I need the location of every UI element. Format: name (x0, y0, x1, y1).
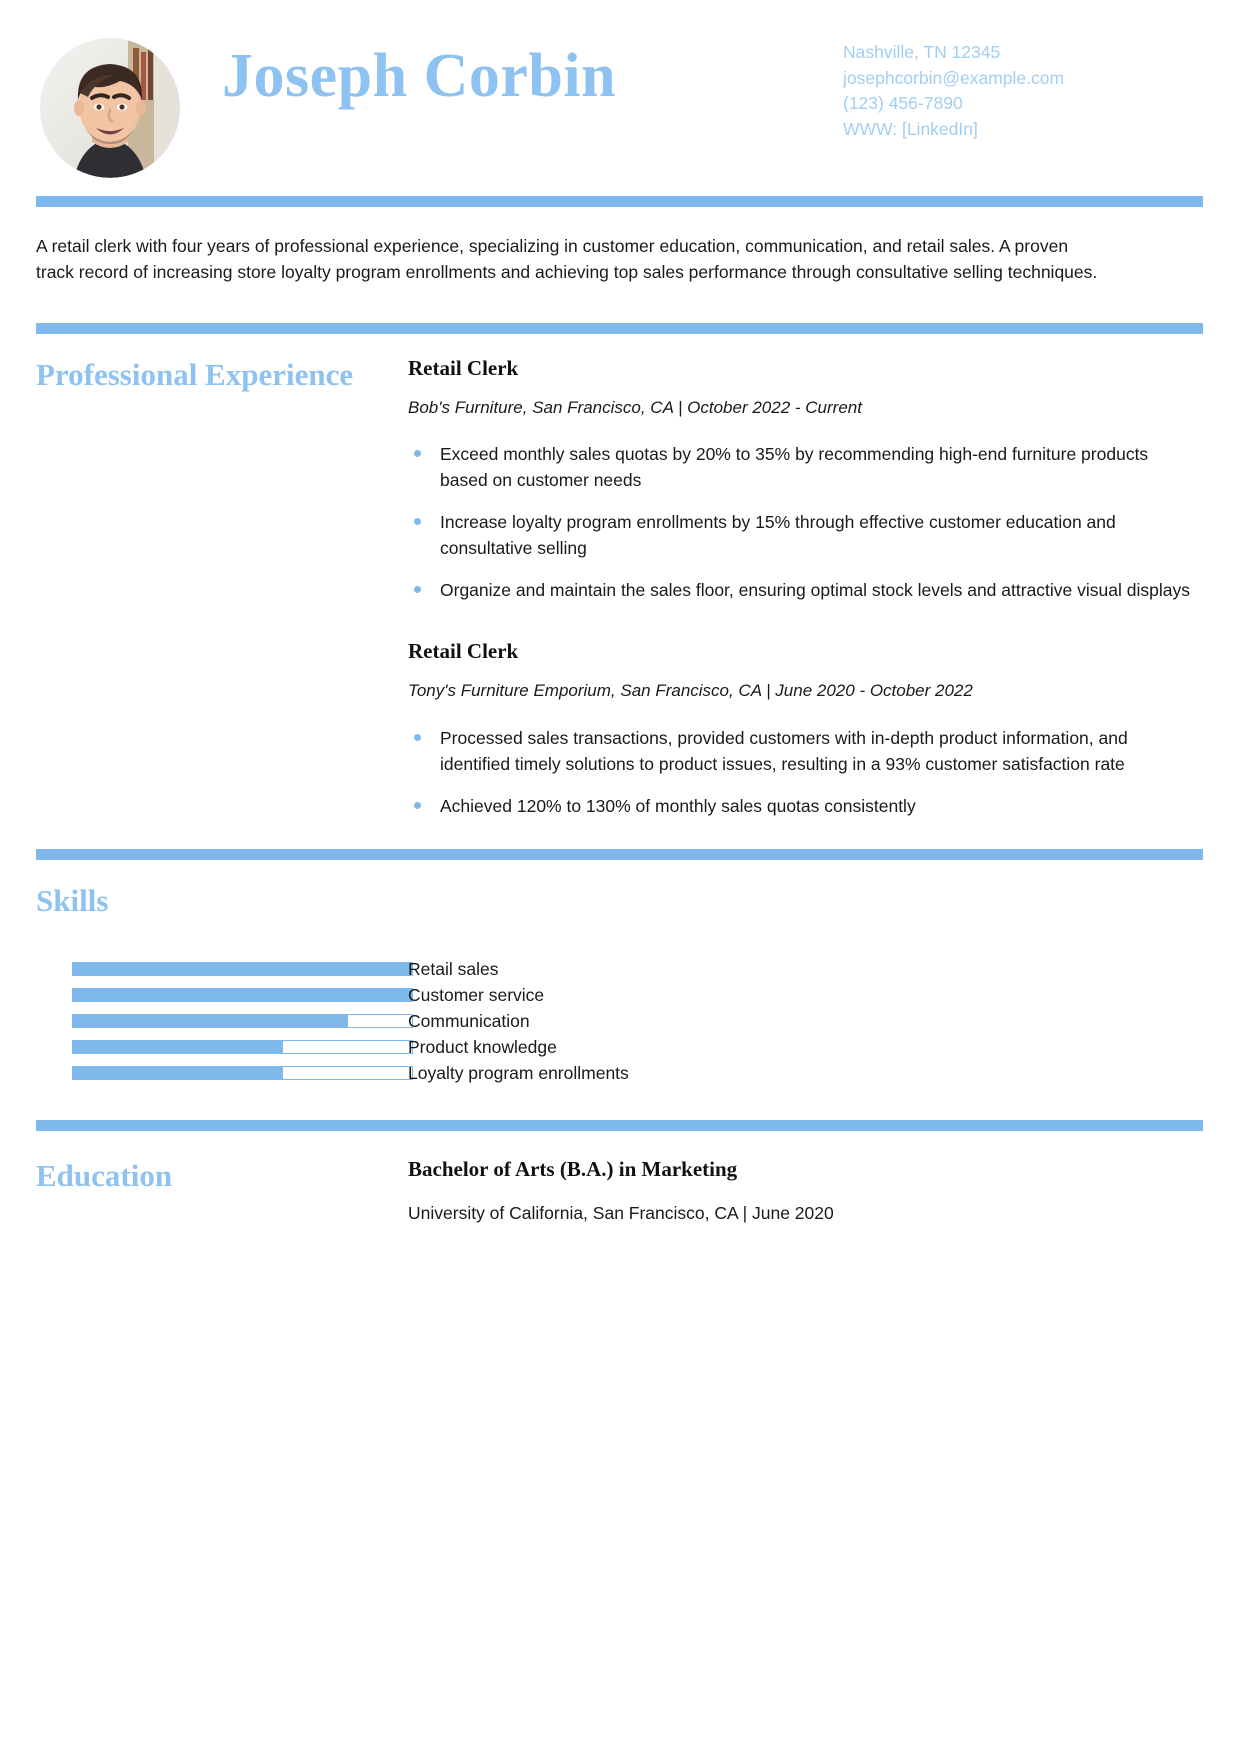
job-bullets (408, 725, 1193, 819)
bullet-item (408, 725, 1193, 777)
bullet-item (408, 509, 1193, 561)
experience-item (408, 356, 1193, 603)
skill-row (36, 1034, 1203, 1060)
section-title-skills: Skills (36, 882, 109, 918)
experience-spacer (0, 819, 1239, 849)
section-skills (0, 860, 1239, 1086)
skill-label: Customer service (408, 984, 545, 1005)
skill-label: Retail sales (408, 958, 499, 979)
skill-row (36, 982, 1203, 1008)
bullet-text: Organize and maintain the sales floor, ensuring optimal stock levels and attractive visual displays (440, 580, 1190, 601)
section-title-experience: Professional Experience (36, 357, 354, 392)
experience-item (408, 639, 1193, 818)
skill-bar-fill (73, 963, 412, 975)
summary-text: A retail clerk with four years of professional experience, specializing in customer education, communication, and retail sales. A proven track record of increasing store loyalty program enrollments and achieving top sales performance through consultative selling techniques. (36, 236, 1098, 282)
bullet-text: Increase loyalty program enrollments by 15% through effective customer education and consultative selling (440, 512, 1116, 559)
divider-skills (36, 849, 1203, 860)
job-role: Retail Clerk (408, 356, 519, 380)
bullet-dot-icon (414, 586, 421, 593)
job-bullets (408, 441, 1193, 603)
skill-bar-fill (73, 1015, 348, 1027)
name-block (180, 34, 843, 109)
avatar-photo (40, 38, 180, 178)
bullet-item (408, 793, 1193, 819)
skill-row (36, 1008, 1203, 1034)
bullet-dot-icon (414, 450, 421, 457)
skill-bar (72, 988, 413, 1002)
bullet-text: Exceed monthly sales quotas by 20% to 35% by recommending high-end furniture products based on customer needs (440, 444, 1149, 491)
skills-spacer (0, 1086, 1239, 1120)
skill-label: Loyalty program enrollments (408, 1062, 629, 1083)
bullet-text: Achieved 120% to 130% of monthly sales quotas consistently (440, 795, 916, 816)
divider-education (36, 1120, 1203, 1131)
section-title-education: Education (36, 1157, 173, 1193)
education-degree: Bachelor of Arts (B.A.) in Marketing (408, 1156, 738, 1181)
job-meta: Tony's Furniture Emporium, San Francisco, CA | June 2020 - October 2022 (408, 681, 973, 701)
education-body (408, 1157, 1203, 1226)
contact-block (843, 34, 1203, 142)
skill-bar (72, 962, 413, 976)
job-role: Retail Clerk (408, 639, 519, 664)
bullet-dot-icon (414, 734, 421, 741)
resume-header (0, 0, 1239, 196)
skill-row (36, 956, 1203, 982)
section-education (0, 1131, 1239, 1226)
bullet-dot-icon (414, 518, 421, 525)
divider-experience (36, 323, 1203, 334)
skill-bar-fill (73, 1041, 283, 1053)
skill-bar (72, 1066, 413, 1080)
bullet-dot-icon (414, 802, 421, 809)
contact-phone[interactable]: (123) 456-7890 (843, 93, 963, 113)
section-experience (0, 334, 1239, 819)
bullet-item (408, 441, 1193, 493)
education-meta: University of California, San Francisco, CA | June 2020 (408, 1202, 834, 1223)
skill-bar (72, 1014, 413, 1028)
page-title: Joseph Corbin (222, 42, 617, 110)
skill-label: Product knowledge (408, 1036, 557, 1057)
contact-website[interactable]: WWW: [LinkedIn] (843, 118, 978, 139)
skill-bar (72, 1040, 413, 1054)
skill-bar-fill (73, 1067, 283, 1079)
summary-spacer (0, 285, 1239, 323)
avatar (40, 38, 180, 178)
skill-label: Communication (408, 1010, 530, 1031)
bullet-item (408, 577, 1193, 603)
profile-portrait-icon (40, 38, 180, 178)
experience-list (408, 356, 1203, 819)
job-meta: Bob's Furniture, San Francisco, CA | October 2022 - Current (408, 398, 862, 418)
skill-row (36, 1060, 1203, 1086)
bullet-text: Processed sales transactions, provided customers with in-depth product information, and identified timely solutions to product issues, resulting in a 93% customer satisfaction rate (440, 727, 1128, 774)
skill-bar-fill (73, 989, 412, 1001)
divider-header (36, 196, 1203, 207)
contact-location: Nashville, TN 12345 (843, 42, 1001, 62)
contact-email[interactable]: josephcorbin@example.com (843, 67, 1065, 88)
skills-list (36, 956, 1203, 1086)
